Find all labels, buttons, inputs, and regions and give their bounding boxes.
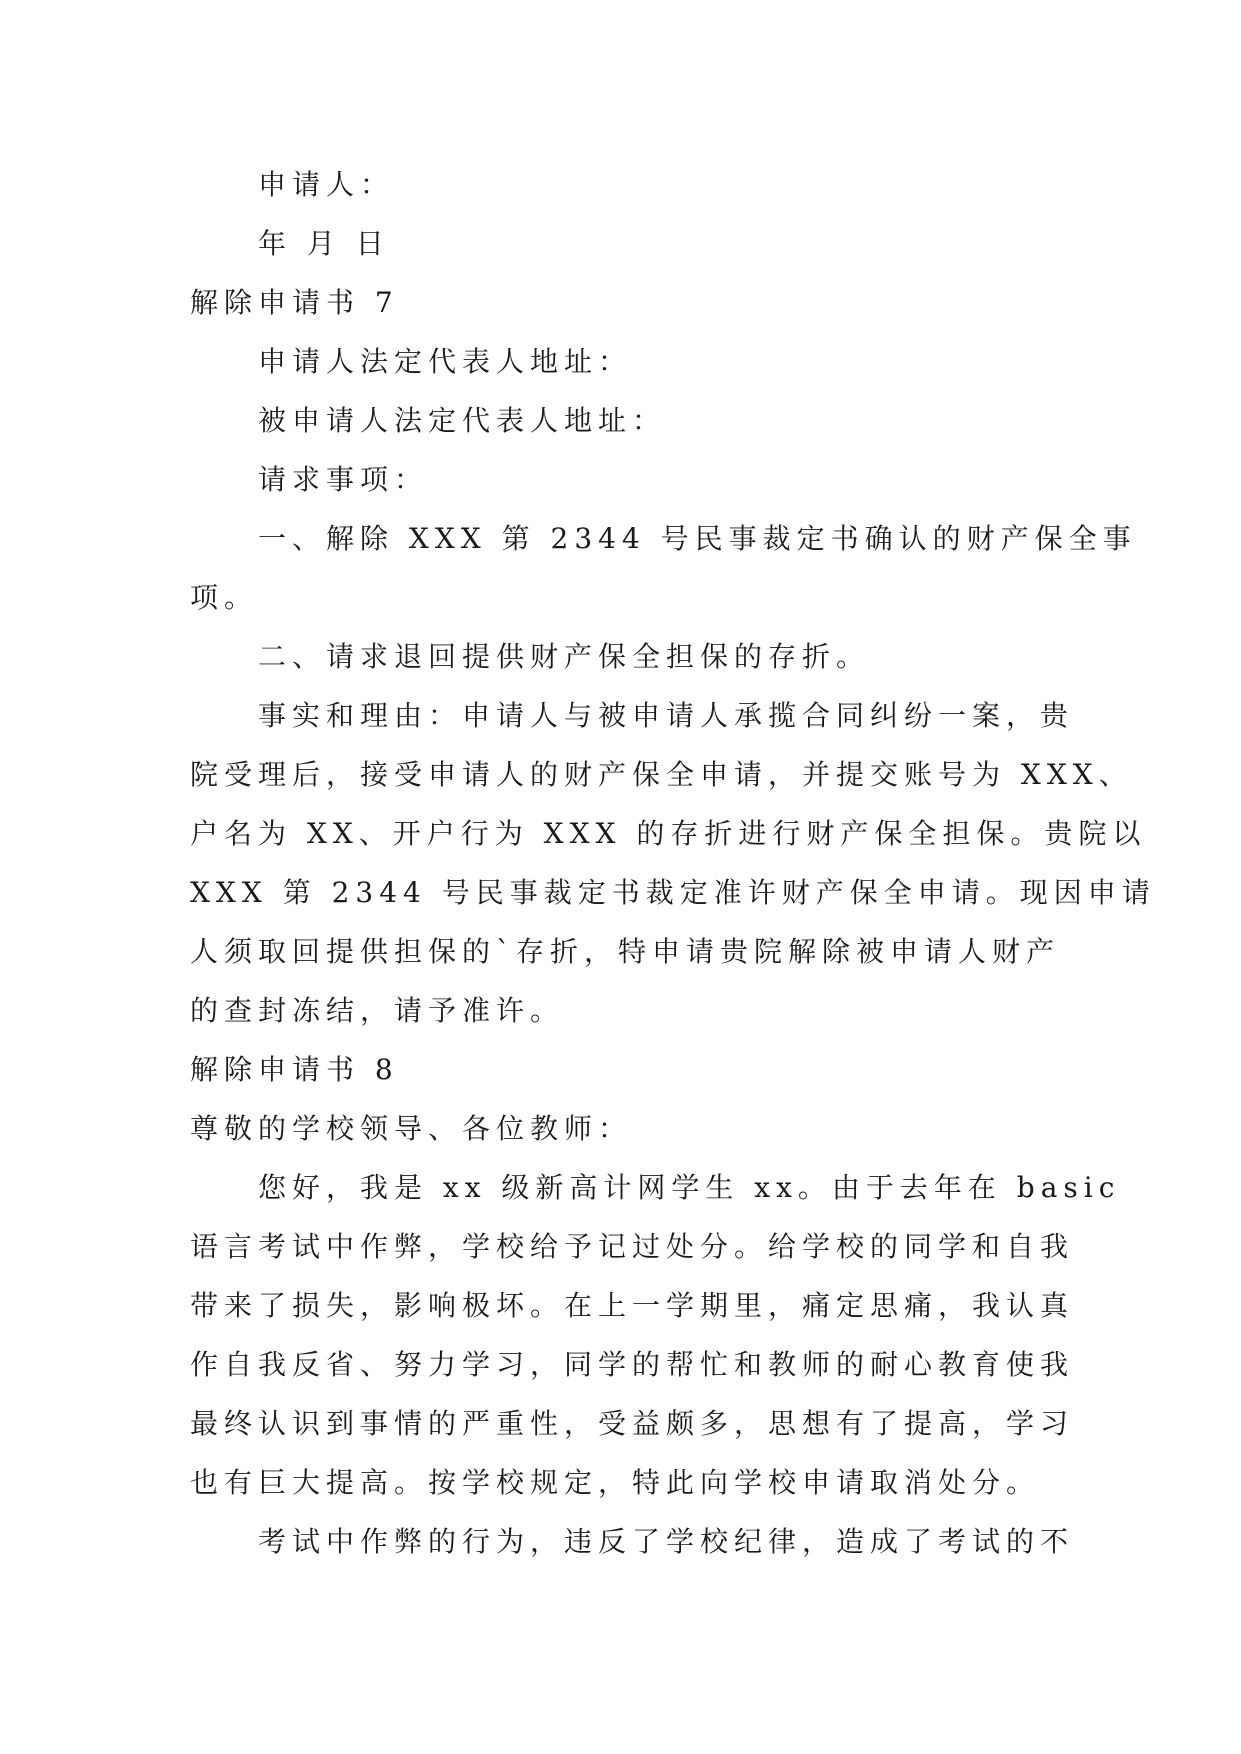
paragraph-line: 的查封冻结，请予准许。 bbox=[190, 994, 565, 1027]
paragraph-line: 一、解除 XXX 第 2344 号民事裁定书确认的财产保全事 bbox=[258, 522, 1137, 555]
salutation-line: 尊敬的学校领导、各位教师： bbox=[190, 1112, 633, 1145]
section-heading-7: 解除申请书 7 bbox=[190, 286, 399, 319]
signature-applicant-line: 申请人： bbox=[258, 168, 395, 201]
paragraph-line: 也有巨大提高。按学校规定，特此向学校申请取消处分。 bbox=[190, 1466, 1041, 1499]
paragraph-line: 作自我反省、努力学习，同学的帮忙和教师的耐心教育使我 bbox=[190, 1348, 1075, 1381]
paragraph-line: 二、请求退回提供财产保全担保的存折。 bbox=[258, 640, 871, 673]
signature-date-line: 年 月 日 bbox=[258, 227, 390, 260]
paragraph-line: 院受理后，接受申请人的财产保全申请，并提交账号为 XXX、 bbox=[190, 758, 1133, 791]
paragraph-line: 人须取回提供担保的`存折，特申请贵院解除被申请人财产 bbox=[190, 935, 1061, 968]
paragraph-line: 项。 bbox=[190, 581, 259, 614]
paragraph-line: 语言考试中作弊，学校给予记过处分。给学校的同学和自我 bbox=[190, 1230, 1075, 1263]
paragraph-line: 您好，我是 xx 级新高计网学生 xx。由于去年在 basic bbox=[258, 1171, 1121, 1204]
section-heading-8: 解除申请书 8 bbox=[190, 1053, 399, 1086]
request-items-heading: 请求事项： bbox=[258, 463, 429, 496]
respondent-address-line: 被申请人法定代表人地址： bbox=[258, 404, 667, 437]
paragraph-line: 最终认识到事情的严重性，受益颇多，思想有了提高，学习 bbox=[190, 1407, 1075, 1440]
paragraph-line: XXX 第 2344 号民事裁定书裁定准许财产保全申请。现因申请 bbox=[190, 876, 1156, 909]
paragraph-line: 考试中作弊的行为，违反了学校纪律，造成了考试的不 bbox=[258, 1525, 1075, 1558]
applicant-address-line: 申请人法定代表人地址： bbox=[258, 345, 633, 378]
paragraph-line: 事实和理由：申请人与被申请人承揽合同纠纷一案，贵 bbox=[258, 699, 1075, 732]
paragraph-line: 带来了损失，影响极坏。在上一学期里，痛定思痛，我认真 bbox=[190, 1289, 1075, 1322]
paragraph-line: 户名为 XX、开户行为 XXX 的存折进行财产保全担保。贵院以 bbox=[190, 817, 1147, 850]
